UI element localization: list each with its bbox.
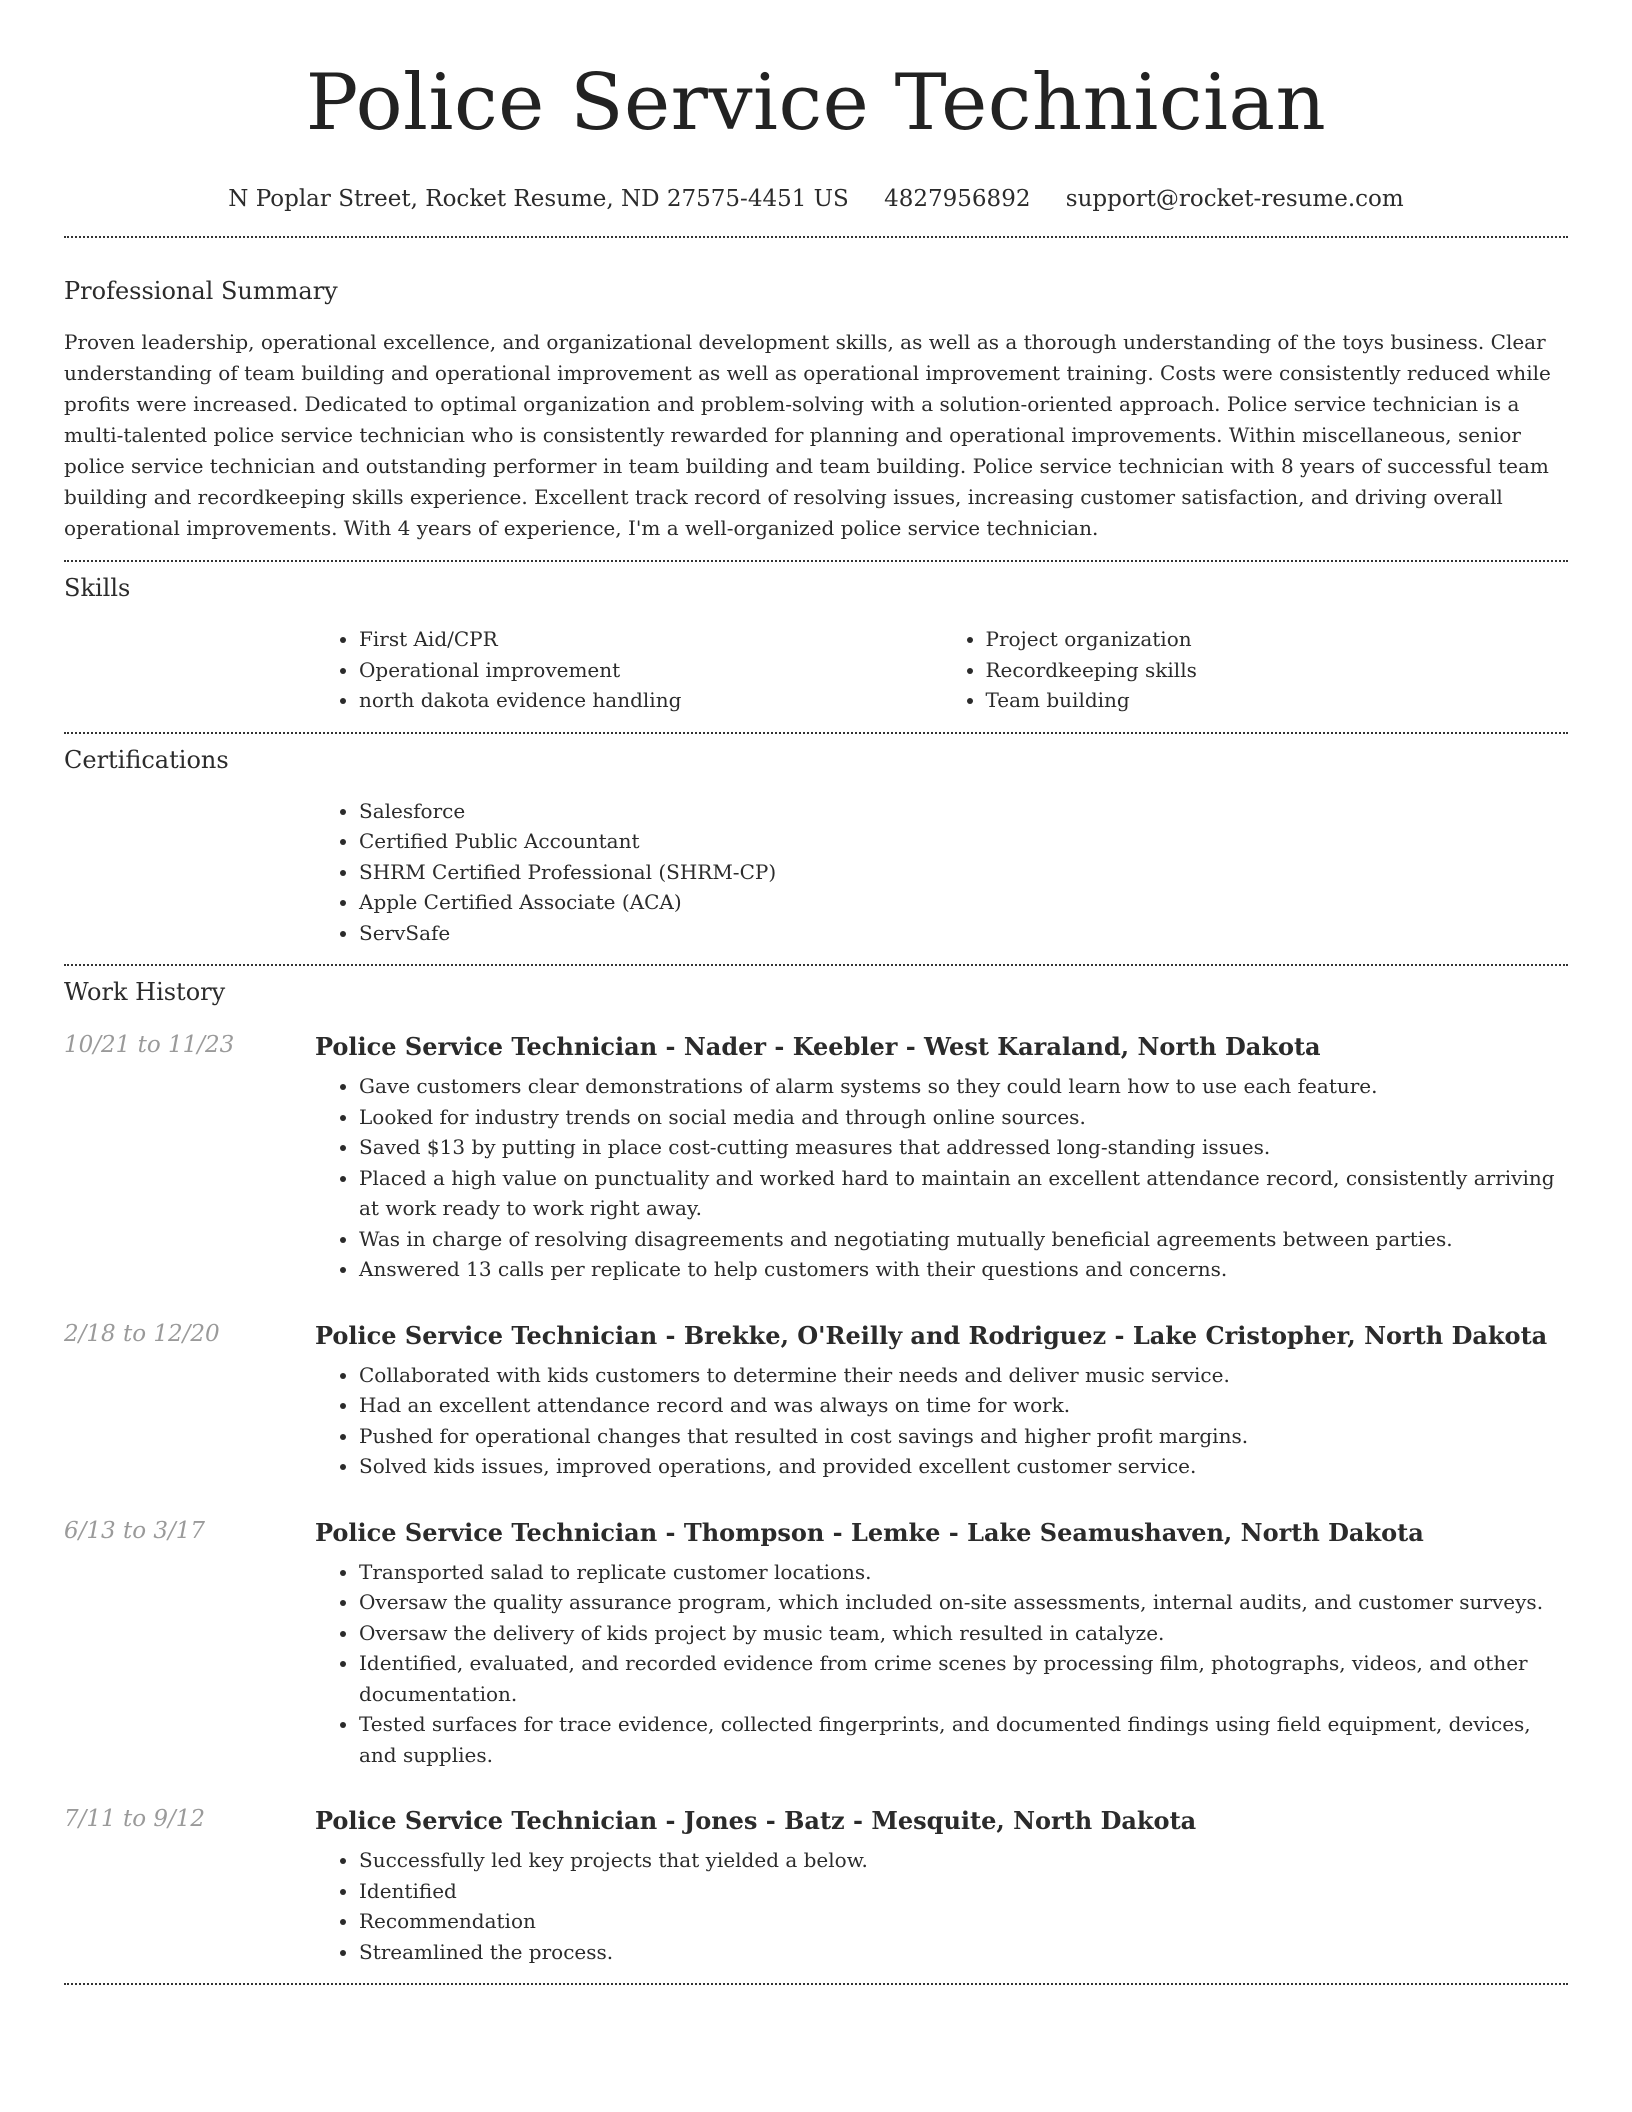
skills-list-left — [315, 624, 942, 716]
job-bullet: • Collaborated with kids customers to determine their needs and deliver music service. — [359, 1360, 1568, 1391]
divider — [64, 732, 1568, 734]
job-bullet: • Transported salad to replicate customer locations. — [359, 1557, 1568, 1588]
summary-section — [64, 277, 1568, 544]
contact-phone: 4827956892 — [884, 186, 1031, 212]
job-bullet: • Gave customers clear demonstrations of alarm systems so they could learn how to use each feature. — [359, 1071, 1568, 1102]
skill-item: • Team building — [986, 685, 1569, 716]
job-bullet: • Streamlined the process. — [359, 1937, 1568, 1968]
job-bullet: • Pushed for operational changes that resulted in cost savings and higher profit margins. — [359, 1421, 1568, 1452]
job-bullets — [315, 1071, 1568, 1285]
section-title-work-history: Work History — [64, 978, 226, 1006]
job-body — [315, 1321, 1568, 1482]
job-bullet: • Was in charge of resolving disagreements and negotiating mutually beneficial agreements between parties. — [359, 1224, 1568, 1255]
job-title: Police Service Technician - Jones - Batz - Mesquite, North Dakota — [315, 1806, 1197, 1835]
section-title-summary: Professional Summary — [64, 277, 338, 305]
job-bullet: • Tested surfaces for trace evidence, collected fingerprints, and documented findings using field equipment, devices, and supplies. — [359, 1709, 1568, 1770]
certification-item: • Certified Public Accountant — [359, 826, 1568, 857]
job-body — [315, 1806, 1568, 1967]
job-title: Police Service Technician - Brekke, O'Reilly and Rodriguez - Lake Cristopher, North Dakota — [315, 1320, 1548, 1350]
certifications-section — [64, 746, 1568, 949]
divider — [64, 236, 1568, 238]
job-bullet: • Saved $13 by putting in place cost-cutting measures that addressed long-standing issues. — [359, 1132, 1568, 1163]
certifications-list — [315, 796, 1568, 949]
skill-item: • Operational improvement — [359, 655, 942, 686]
job-bullet: • Identified, evaluated, and recorded evidence from crime scenes by processing film, photographs, videos, and other documentation. — [359, 1648, 1568, 1709]
job-dates: 2/18 to 12/20 — [64, 1320, 220, 1347]
skills-columns — [315, 624, 1568, 716]
job-body — [315, 1518, 1568, 1771]
job-bullet: • Placed a high value on punctuality and worked hard to maintain an excellent attendance record, consistently arriving at work ready to work right away. — [359, 1163, 1568, 1224]
job-bullet: • Oversaw the delivery of kids project by music team, which resulted in catalyze. — [359, 1618, 1568, 1649]
certification-item: • SHRM Certified Professional (SHRM-CP) — [359, 857, 1568, 888]
job-title: Police Service Technician - Nader - Keebler - West Karaland, North Dakota — [315, 1032, 1321, 1061]
job-bullet: • Identified — [359, 1876, 1568, 1907]
job-bullet: • Looked for industry trends on social media and through online sources. — [359, 1102, 1568, 1133]
divider — [64, 964, 1568, 966]
job-bullets — [315, 1360, 1568, 1482]
divider — [64, 1983, 1568, 1985]
job-title: Police Service Technician - Thompson - Lemke - Lake Seamushaven, North Dakota — [315, 1517, 1424, 1547]
job-dates: 6/13 to 3/17 — [64, 1517, 206, 1544]
skills-list-right — [942, 624, 1569, 716]
skills-section — [64, 574, 1568, 716]
certification-item: • Salesforce — [359, 796, 1568, 827]
job-bullet: • Successfully led key projects that yielded a below. — [359, 1845, 1568, 1876]
certification-item: • Apple Certified Associate (ACA) — [359, 887, 1568, 918]
divider — [64, 560, 1568, 562]
contact-address: N Poplar Street, Rocket Resume, ND 27575-4451 US — [228, 186, 849, 212]
section-title-skills: Skills — [64, 574, 131, 602]
job-dates: 7/11 to 9/12 — [64, 1806, 206, 1832]
job-dates: 10/21 to 11/23 — [64, 1032, 235, 1058]
resume-name: Police Service Technician — [305, 58, 1327, 148]
job-bullet: • Had an excellent attendance record and was always on time for work. — [359, 1390, 1568, 1421]
job-bullet: • Recommendation — [359, 1906, 1568, 1937]
job-bullets — [315, 1557, 1568, 1771]
job-bullet: • Oversaw the quality assurance program, which included on-site assessments, internal audits, and customer surveys. — [359, 1587, 1568, 1618]
job-entry — [64, 1806, 1568, 1967]
work-history-section — [64, 978, 1568, 1967]
skill-item: • First Aid/CPR — [359, 624, 942, 655]
summary-text: Proven leadership, operational excellence, and organizational development skills, as well as a thorough understanding of the toys business. Clear understanding of team building and operational improvement as well as operational improvement training. Costs were consistently reduced while profits were increased. Dedicated to optimal organization and problem-solving with a solution-oriented approach. Police service technician is a multi-talented police service technician who is consistently rewarded for planning and operational improvements. Within miscellaneous, senior police service technician and outstanding performer in team building and team building. Police service technician with 8 years of successful team building and recordkeeping skills experience. Excellent track record of resolving issues, increasing customer satisfaction, and driving overall operational improvements. With 4 years of experience, I'm a well-organized police service technician. — [64, 330, 1551, 540]
job-entry — [64, 1032, 1568, 1285]
contact-email: support@rocket-resume.com — [1065, 186, 1404, 212]
job-entry — [64, 1321, 1568, 1482]
skill-item: • north dakota evidence handling — [359, 685, 942, 716]
contact-line — [64, 186, 1568, 212]
job-entry — [64, 1518, 1568, 1771]
job-bullet: • Solved kids issues, improved operations, and provided excellent customer service. — [359, 1451, 1568, 1482]
skill-item: • Recordkeeping skills — [986, 655, 1569, 686]
certification-item: • ServSafe — [359, 918, 1568, 949]
section-title-certifications: Certifications — [64, 745, 229, 774]
job-bullets — [315, 1845, 1568, 1967]
job-bullet: • Answered 13 calls per replicate to help customers with their questions and concerns. — [359, 1254, 1568, 1285]
skill-item: • Project organization — [986, 624, 1569, 655]
job-body — [315, 1032, 1568, 1285]
resume-page — [64, 0, 1568, 1985]
